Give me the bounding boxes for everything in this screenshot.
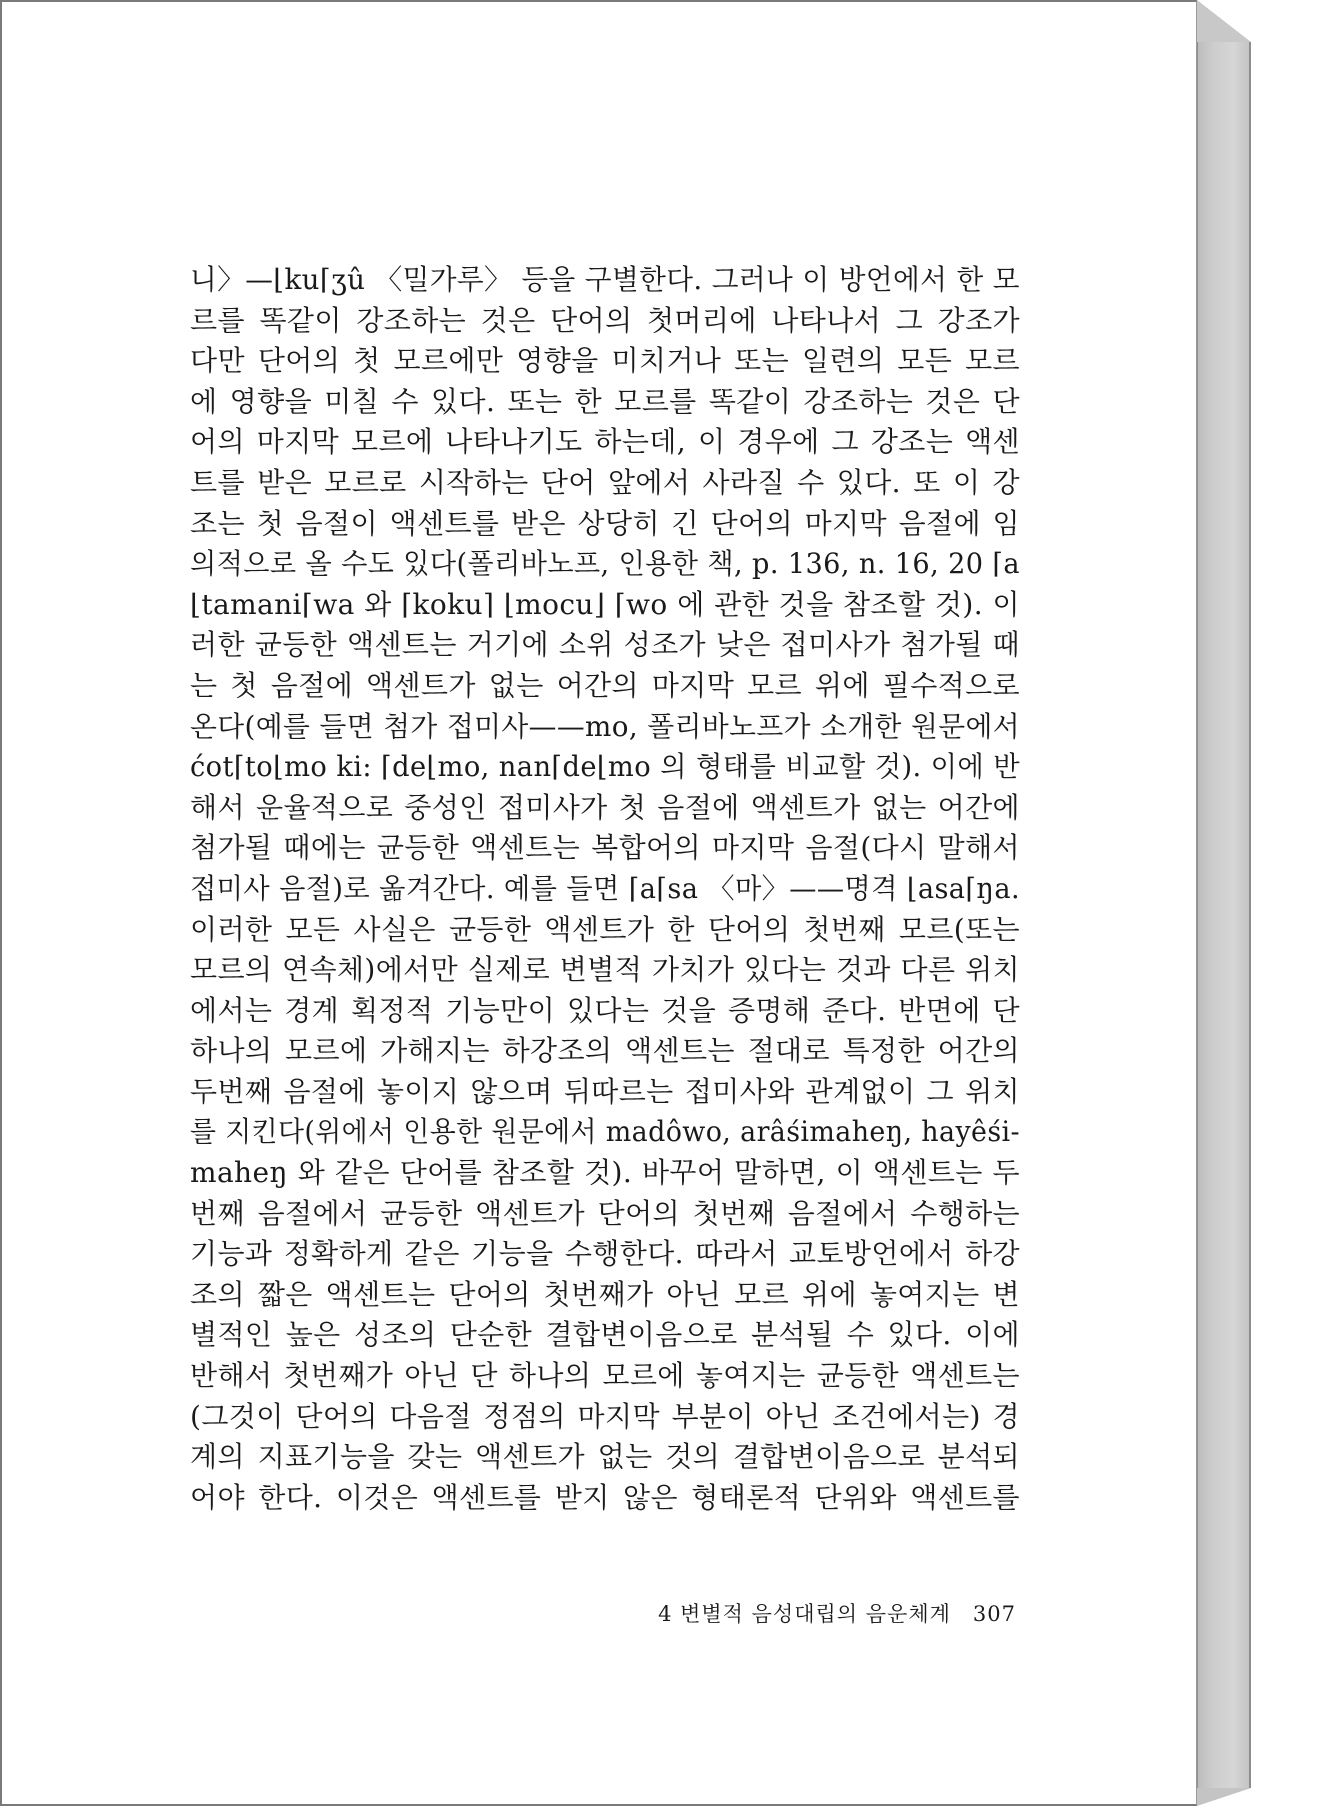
text-line: ⌊tamani⌈wa 와 ⌈koku⌉ ⌊mocu⌋ ⌈wo 에 관한 것을 참조할 것). 이: [190, 587, 1020, 621]
text-line: 온다(예를 들면 첨가 접미사——mo, 폴리바노프가 소개한 원문에서: [190, 709, 1021, 743]
page-edge-side: [1197, 42, 1251, 1788]
text-line: 는 첫 음절에 액센트가 없는 어간의 마지막 모르 위에 필수적으로: [190, 668, 1020, 702]
text-line: 번째 음절에서 균등한 액센트가 단어의 첫번째 음절에서 수행하는: [190, 1196, 1020, 1230]
text-line: 르를 똑같이 강조하는 것은 단어의 첫머리에 나타나서 그 강조가: [190, 303, 1020, 337]
text-line: 다만 단어의 첫 모르에만 영향을 미치거나 또는 일련의 모든 모르: [190, 344, 1020, 378]
text-line: 의적으로 올 수도 있다(폴리바노프, 인용한 책, p. 136, n. 16, 20 ⌈a: [190, 547, 1020, 581]
text-line: 트를 받은 모르로 시작하는 단어 앞에서 사라질 수 있다. 또 이 강: [190, 465, 1020, 499]
running-title: 4 변별적 음성대립의 음운체계: [658, 1602, 951, 1626]
text-line: 조의 짧은 액센트는 단어의 첫번째가 아닌 모르 위에 놓여지는 변: [190, 1277, 1020, 1311]
text-line: 에서는 경계 획정적 기능만이 있다는 것을 증명해 준다. 반면에 단: [190, 993, 1020, 1027]
page-edge-bottom: [1197, 1788, 1251, 1806]
text-line: 접미사 음절)로 옮겨간다. 예를 들면 ⌈a⌈sa 〈마〉——명격 ⌊asa⌈ŋa.: [190, 871, 1020, 905]
text-line: 해서 운율적으로 중성인 접미사가 첫 음절에 액센트가 없는 어간에: [190, 790, 1020, 824]
text-line: 어의 마지막 모르에 나타나기도 하는데, 이 경우에 그 강조는 액센: [190, 425, 1020, 459]
text-line: 계의 지표기능을 갖는 액센트가 없는 것의 결합변이음으로 분석되: [190, 1440, 1020, 1474]
text-line: 모르의 연속체)에서만 실제로 변별적 가치가 있다는 것과 다른 위치: [190, 953, 1020, 987]
page-footer: [616, 1598, 1016, 1628]
text-line: 니〉—⌊ku⌈ʒû 〈밀가루〉 등을 구별한다. 그러나 이 방언에서 한 모: [190, 263, 1020, 296]
text-line: 하나의 모르에 가해지는 하강조의 액센트는 절대로 특정한 어간의: [190, 1034, 1020, 1068]
text-line: 에 영향을 미칠 수 있다. 또는 한 모르를 똑같이 강조하는 것은 단: [190, 384, 1020, 418]
text-line: ćot⌈to⌊mo ki: ⌈de⌊mo, nan⌈de⌊mo 의 형태를 비교할 것). 이에 반: [190, 750, 1021, 784]
text-line: 두번째 음절에 놓이지 않으며 뒤따르는 접미사와 관계없이 그 위치: [190, 1074, 1020, 1108]
text-line: 를 지킨다(위에서 인용한 원문에서 madôwo, arâśimaheŋ, hayêśi-: [190, 1115, 1020, 1149]
text-line: 별적인 높은 성조의 단순한 결합변이음으로 분석될 수 있다. 이에: [190, 1318, 1020, 1352]
page-number: 307: [972, 1602, 1016, 1626]
text-line: 반해서 첫번째가 아닌 단 하나의 모르에 놓여지는 균등한 액센트는: [190, 1359, 1020, 1393]
text-line: maheŋ 와 같은 단어를 참조할 것). 바꾸어 말하면, 이 액센트는 두: [190, 1156, 1020, 1190]
text-line: 첨가될 때에는 균등한 액센트는 복합어의 마지막 음절(다시 말해서: [190, 831, 1020, 865]
text-line: 이러한 모든 사실은 균등한 액센트가 한 단어의 첫번째 모르(또는: [190, 912, 1020, 946]
text-line: 러한 균등한 액센트는 거기에 소위 성조가 낮은 접미사가 첨가될 때: [190, 628, 1020, 662]
body-text: [190, 260, 1020, 1518]
text-line: 기능과 정확하게 같은 기능을 수행한다. 따라서 교토방언에서 하강: [190, 1237, 1020, 1271]
text-line: 어야 한다. 이것은 액센트를 받지 않은 형태론적 단위와 액센트를: [190, 1480, 1020, 1514]
text-line: 조는 첫 음절이 액센트를 받은 상당히 긴 단어의 마지막 음절에 임: [190, 506, 1020, 540]
page-edge-top: [1197, 0, 1251, 42]
text-line: (그것이 단어의 다음절 정점의 마지막 부분이 아닌 조건에서는) 경: [190, 1399, 1020, 1433]
